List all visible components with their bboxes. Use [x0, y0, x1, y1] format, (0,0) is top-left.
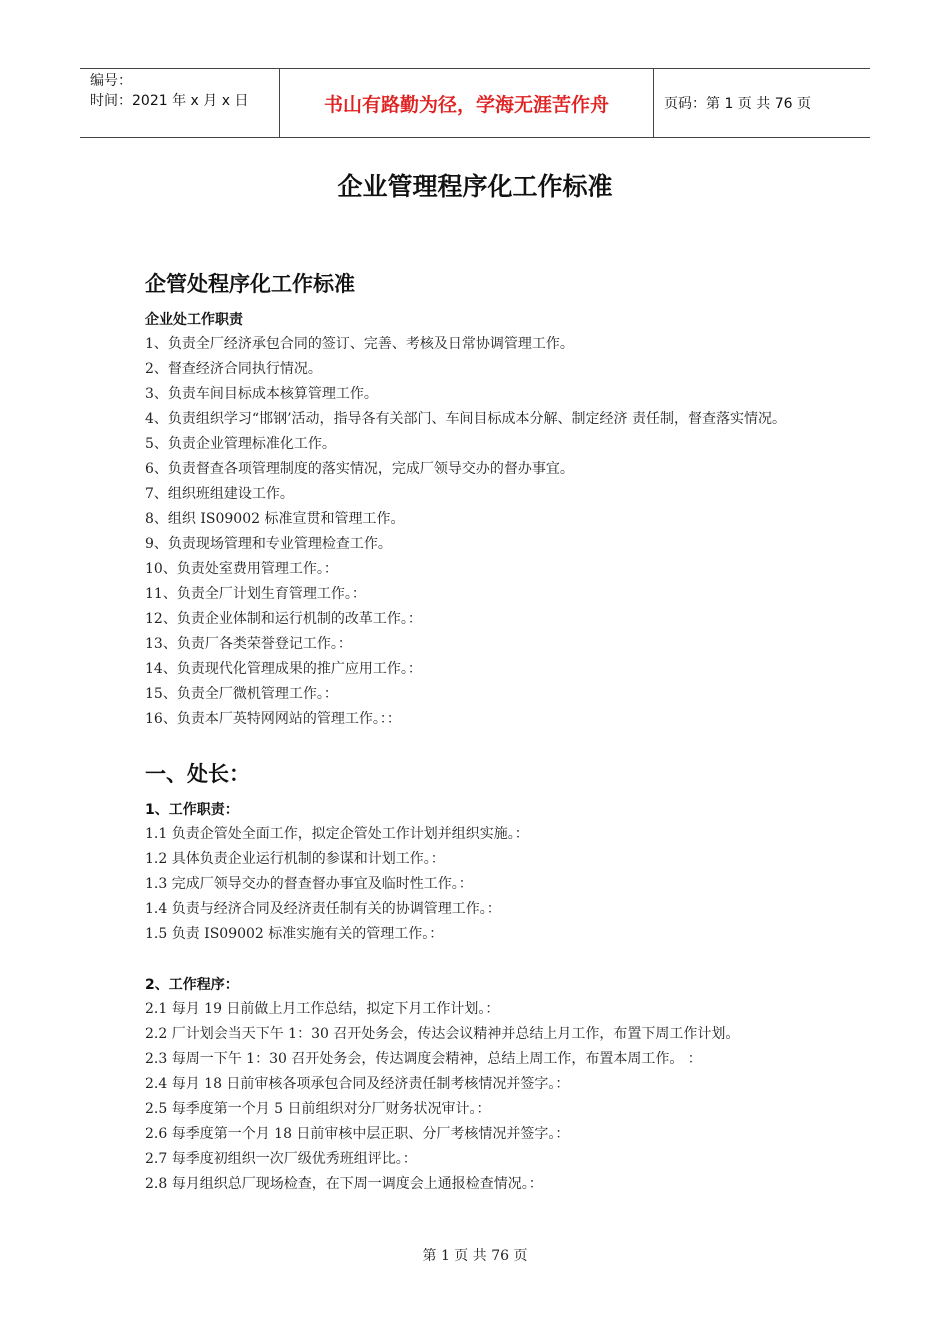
list-item: 1.3 完成厂领导交办的督查督办事宜及临时性工作。： — [145, 876, 473, 892]
time-label: 时间：2021 年 x 月 x 日 — [90, 93, 249, 109]
section2-heading: 一、处长： — [145, 762, 250, 786]
list-item: 1.1 负责企管处全面工作，拟定企管处工作计划并组织实施。： — [145, 826, 529, 842]
code-label: 编号： — [90, 73, 132, 89]
list-item: 1、负责全厂经济承包合同的签订、完善、考核及日常协调管理工作。 — [145, 336, 574, 352]
procedures-heading: 2、工作程序： — [145, 977, 239, 993]
list-item: 6、负责督查各项管理制度的落实情况，完成厂领导交办的督办事宜。 — [145, 461, 574, 477]
document-body — [145, 268, 825, 1197]
list-item: 3、负责车间目标成本核算管理工作。 — [145, 386, 378, 402]
list-item: 11、负责全厂计划生育管理工作。： — [145, 586, 366, 602]
list-item: 2.3 每周一下午 1：30 召开处务会，传达调度会精神，总结上周工作，布置本周工作。 ： — [145, 1051, 702, 1067]
list-item: 2.5 每季度第一个月 5 日前组织对分厂财务状况审计。： — [145, 1101, 491, 1117]
list-item: 16、负责本厂英特网网站的管理工作。：： — [145, 711, 401, 727]
section1-subheading: 企业处工作职责 — [145, 312, 243, 328]
list-item: 10、负责处室费用管理工作。： — [145, 561, 338, 577]
list-item: 2.2 厂计划会当天下午 1：30 召开处务会，传达会议精神并总结上月工作，布置下周工作计划。 — [145, 1026, 740, 1042]
list-item: 14、负责现代化管理成果的推广应用工作。： — [145, 661, 422, 677]
list-item: 13、负责厂各类荣誉登记工作。： — [145, 636, 352, 652]
duties-list — [145, 822, 825, 947]
list-item: 1.5 负责 IS09002 标准实施有关的管理工作。： — [145, 926, 444, 942]
list-item: 9、负责现场管理和专业管理检查工作。 — [145, 536, 392, 552]
list-item: 2、督查经济合同执行情况。 — [145, 361, 322, 377]
procedures-list — [145, 997, 825, 1197]
section1-list — [145, 332, 825, 732]
page-footer: 第 1 页 共 76 页 — [422, 1248, 528, 1264]
list-item: 12、负责企业体制和运行机制的改革工作。： — [145, 611, 422, 627]
header-left-cell — [80, 69, 280, 137]
list-item: 2.8 每月组织总厂现场检查，在下周一调度会上通报检查情况。： — [145, 1176, 543, 1192]
page-info: 页码：第 1 页 共 76 页 — [664, 96, 811, 112]
list-item: 8、组织 IS09002 标准宣贯和管理工作。 — [145, 511, 405, 527]
list-item: 2.7 每季度初组织一次厂级优秀班组评比。： — [145, 1151, 417, 1167]
list-item: 2.6 每季度第一个月 18 日前审核中层正职、分厂考核情况并签字。： — [145, 1126, 570, 1142]
list-item: 15、负责全厂微机管理工作。： — [145, 686, 338, 702]
document-title: 企业管理程序化工作标准 — [337, 172, 613, 201]
list-item: 5、负责企业管理标准化工作。 — [145, 436, 336, 452]
list-item: 2.1 每月 19 日前做上月工作总结，拟定下月工作计划。： — [145, 1001, 500, 1017]
duties-heading: 1、工作职责： — [145, 802, 239, 818]
section1-heading: 企管处程序化工作标准 — [145, 272, 355, 296]
list-item: 4、负责组织学习“邯钢’活动，指导各有关部门、车间目标成本分解、制定经济 责任制，督查落实情况。 — [145, 411, 786, 427]
list-item: 7、组织班组建设工作。 — [145, 486, 294, 502]
motto: 书山有路勤为径，学海无涯苦作舟 — [280, 69, 654, 137]
header-table — [80, 68, 870, 138]
list-item: 1.2 具体负责企业运行机制的参谋和计划工作。： — [145, 851, 445, 867]
list-item: 1.4 负责与经济合同及经济责任制有关的协调管理工作。： — [145, 901, 501, 917]
list-item: 2.4 每月 18 日前审核各项承包合同及经济责任制考核情况并签字。： — [145, 1076, 570, 1092]
